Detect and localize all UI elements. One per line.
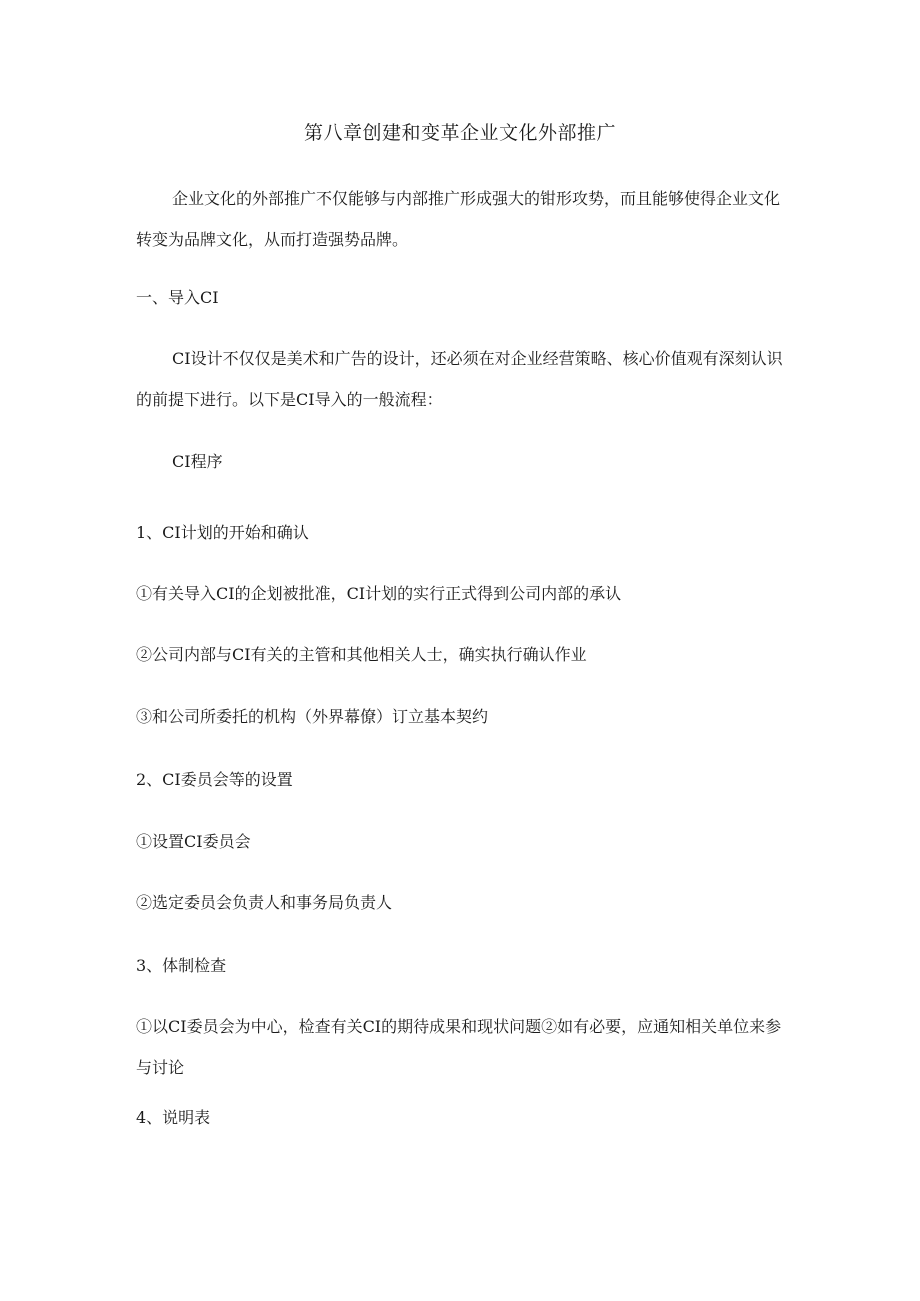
- ci-procedure-label: CI程序: [172, 452, 223, 471]
- step-2-heading: 2、CI委员会等的设置: [136, 770, 293, 789]
- ci-design-paragraph: CI设计不仅仅是美术和广告的设计，还必须在对企业经营策略、核心价值观有深刻认识的前提下进行。以下是CI导入的一般流程：: [136, 349, 783, 409]
- step-3-item-1: ①以CI委员会为中心，检查有关CI的期待成果和现状问题②如有必要，应通知相关单位来参与讨论: [136, 1017, 782, 1077]
- step-2-item-1: ①设置CI委员会: [136, 832, 251, 851]
- step-3-heading: 3、体制检查: [136, 956, 227, 975]
- step-4-heading: 4、说明表: [136, 1108, 211, 1127]
- step-1-heading: 1、CI计划的开始和确认: [136, 523, 309, 542]
- intro-paragraph: 企业文化的外部推广不仅能够与内部推广形成强大的钳形攻势，而且能够使得企业文化转变为品牌文化，从而打造强势品牌。: [136, 189, 781, 249]
- step-1-item-3: ③和公司所委托的机构（外界幕僚）订立基本契约: [136, 707, 489, 726]
- document-title: 第八章创建和变革企业文化外部推广: [303, 122, 616, 144]
- section-heading-ci: 一、导入CI: [136, 288, 219, 307]
- step-1-item-2: ②公司内部与CI有关的主管和其他相关人士，确实执行确认作业: [136, 645, 587, 664]
- step-1-item-1: ①有关导入CI的企划被批准，CI计划的实行正式得到公司内部的承认: [136, 584, 622, 603]
- step-2-item-2: ②选定委员会负责人和事务局负责人: [136, 893, 393, 912]
